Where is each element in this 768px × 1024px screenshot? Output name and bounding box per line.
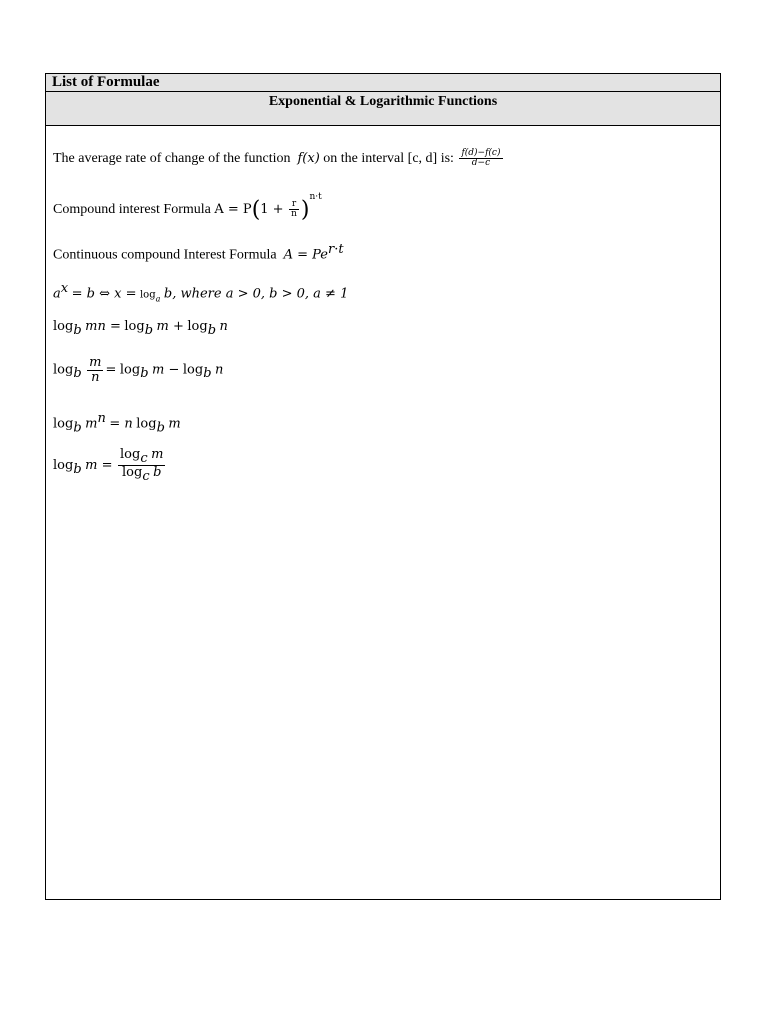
cob-den-var: b bbox=[153, 465, 162, 481]
cob-num-var: m bbox=[151, 447, 164, 462]
power-sub-1: b bbox=[73, 420, 82, 436]
quotient-m: m bbox=[89, 355, 102, 370]
avg-rate-numerator: f(d)−f(c) bbox=[461, 148, 501, 158]
cob-log-den: log bbox=[122, 465, 143, 481]
continuous-lhs: A = Pe bbox=[283, 247, 328, 263]
cob-sub-1: b bbox=[73, 461, 82, 477]
compound-text: Compound interest Formula bbox=[53, 202, 211, 217]
cob-numerator bbox=[118, 448, 165, 465]
formula-product-rule bbox=[53, 319, 228, 338]
compound-r: r bbox=[291, 198, 297, 209]
product-t2: m + bbox=[156, 319, 184, 334]
def-a: a bbox=[53, 286, 61, 302]
formula-continuous-interest bbox=[53, 242, 344, 264]
formula-power-rule bbox=[53, 411, 181, 435]
compound-n: n bbox=[291, 209, 297, 220]
def-b: b, where a > 0, b > 0, a ≠ 1 bbox=[163, 286, 349, 302]
compound-one-plus: 1 + bbox=[260, 202, 284, 217]
power-t2: m bbox=[168, 416, 181, 432]
formula-compound-interest bbox=[53, 192, 322, 222]
product-sub-1: b bbox=[73, 322, 82, 338]
quotient-t2: m − bbox=[152, 362, 180, 378]
compound-exponent: n·t bbox=[309, 192, 322, 202]
quotient-log-2: log bbox=[119, 362, 141, 378]
quotient-log-3: log bbox=[182, 362, 204, 378]
avg-rate-fraction bbox=[459, 149, 502, 169]
quotient-log-1: log bbox=[53, 362, 74, 378]
title-row bbox=[46, 74, 720, 92]
compound-fraction bbox=[289, 200, 299, 220]
compound-open-paren: ( bbox=[251, 197, 261, 223]
quotient-fraction bbox=[87, 356, 103, 384]
cob-denominator bbox=[118, 465, 165, 483]
product-t1: mn = bbox=[85, 319, 121, 334]
product-sub-2: b bbox=[144, 322, 154, 338]
power-t1: = n bbox=[109, 416, 133, 432]
product-log-3: log bbox=[187, 319, 208, 334]
product-log-1: log bbox=[53, 319, 74, 334]
formula-change-of-base bbox=[53, 448, 167, 484]
formula-average-rate bbox=[53, 149, 505, 169]
page-title: List of Formulae bbox=[52, 74, 160, 90]
cob-t1: m = bbox=[85, 458, 113, 474]
cob-log-num: log bbox=[120, 447, 141, 462]
def-log: log bbox=[139, 289, 156, 301]
section-row bbox=[46, 92, 720, 126]
avg-rate-text2: on the interval [c, d] is: bbox=[323, 151, 454, 167]
cob-fraction bbox=[118, 448, 165, 484]
product-t3: n bbox=[219, 319, 228, 334]
quotient-t3: n bbox=[215, 362, 224, 378]
continuous-text: Continuous compound Interest Formula bbox=[53, 247, 277, 263]
formula-sheet bbox=[45, 73, 721, 900]
quotient-sub-3: b bbox=[203, 366, 212, 382]
quotient-sub-1: b bbox=[73, 366, 82, 382]
avg-rate-fx: f(x) bbox=[297, 151, 320, 167]
def-log-sub: a bbox=[155, 294, 161, 304]
power-sub-2: b bbox=[156, 420, 165, 436]
cob-log-1: log bbox=[53, 458, 74, 474]
power-log-2: log bbox=[136, 416, 157, 432]
def-rest: = b ⇔ x = bbox=[71, 286, 137, 302]
formula-quotient-rule bbox=[53, 356, 223, 384]
avg-rate-denominator: d−c bbox=[459, 158, 502, 168]
avg-rate-text: The average rate of change of the function bbox=[53, 151, 291, 167]
product-log-2: log bbox=[124, 319, 145, 334]
power-n-sup: n bbox=[97, 411, 106, 426]
power-log-1: log bbox=[53, 416, 74, 432]
section-title: Exponential & Logarithmic Functions bbox=[268, 94, 498, 109]
formula-log-definition bbox=[53, 281, 348, 303]
quotient-sub-2: b bbox=[140, 366, 149, 382]
quotient-eq: = bbox=[105, 362, 117, 378]
continuous-exponent: r·t bbox=[328, 242, 344, 257]
cob-sub-den: c bbox=[142, 469, 150, 485]
def-x-sup: x bbox=[60, 281, 69, 296]
cob-sub-num: c bbox=[140, 450, 148, 466]
product-sub-3: b bbox=[207, 322, 217, 338]
compound-close-paren: ) bbox=[300, 197, 310, 223]
power-m: m bbox=[85, 416, 98, 432]
compound-lhs: A = P bbox=[214, 202, 252, 217]
quotient-n: n bbox=[87, 370, 103, 385]
